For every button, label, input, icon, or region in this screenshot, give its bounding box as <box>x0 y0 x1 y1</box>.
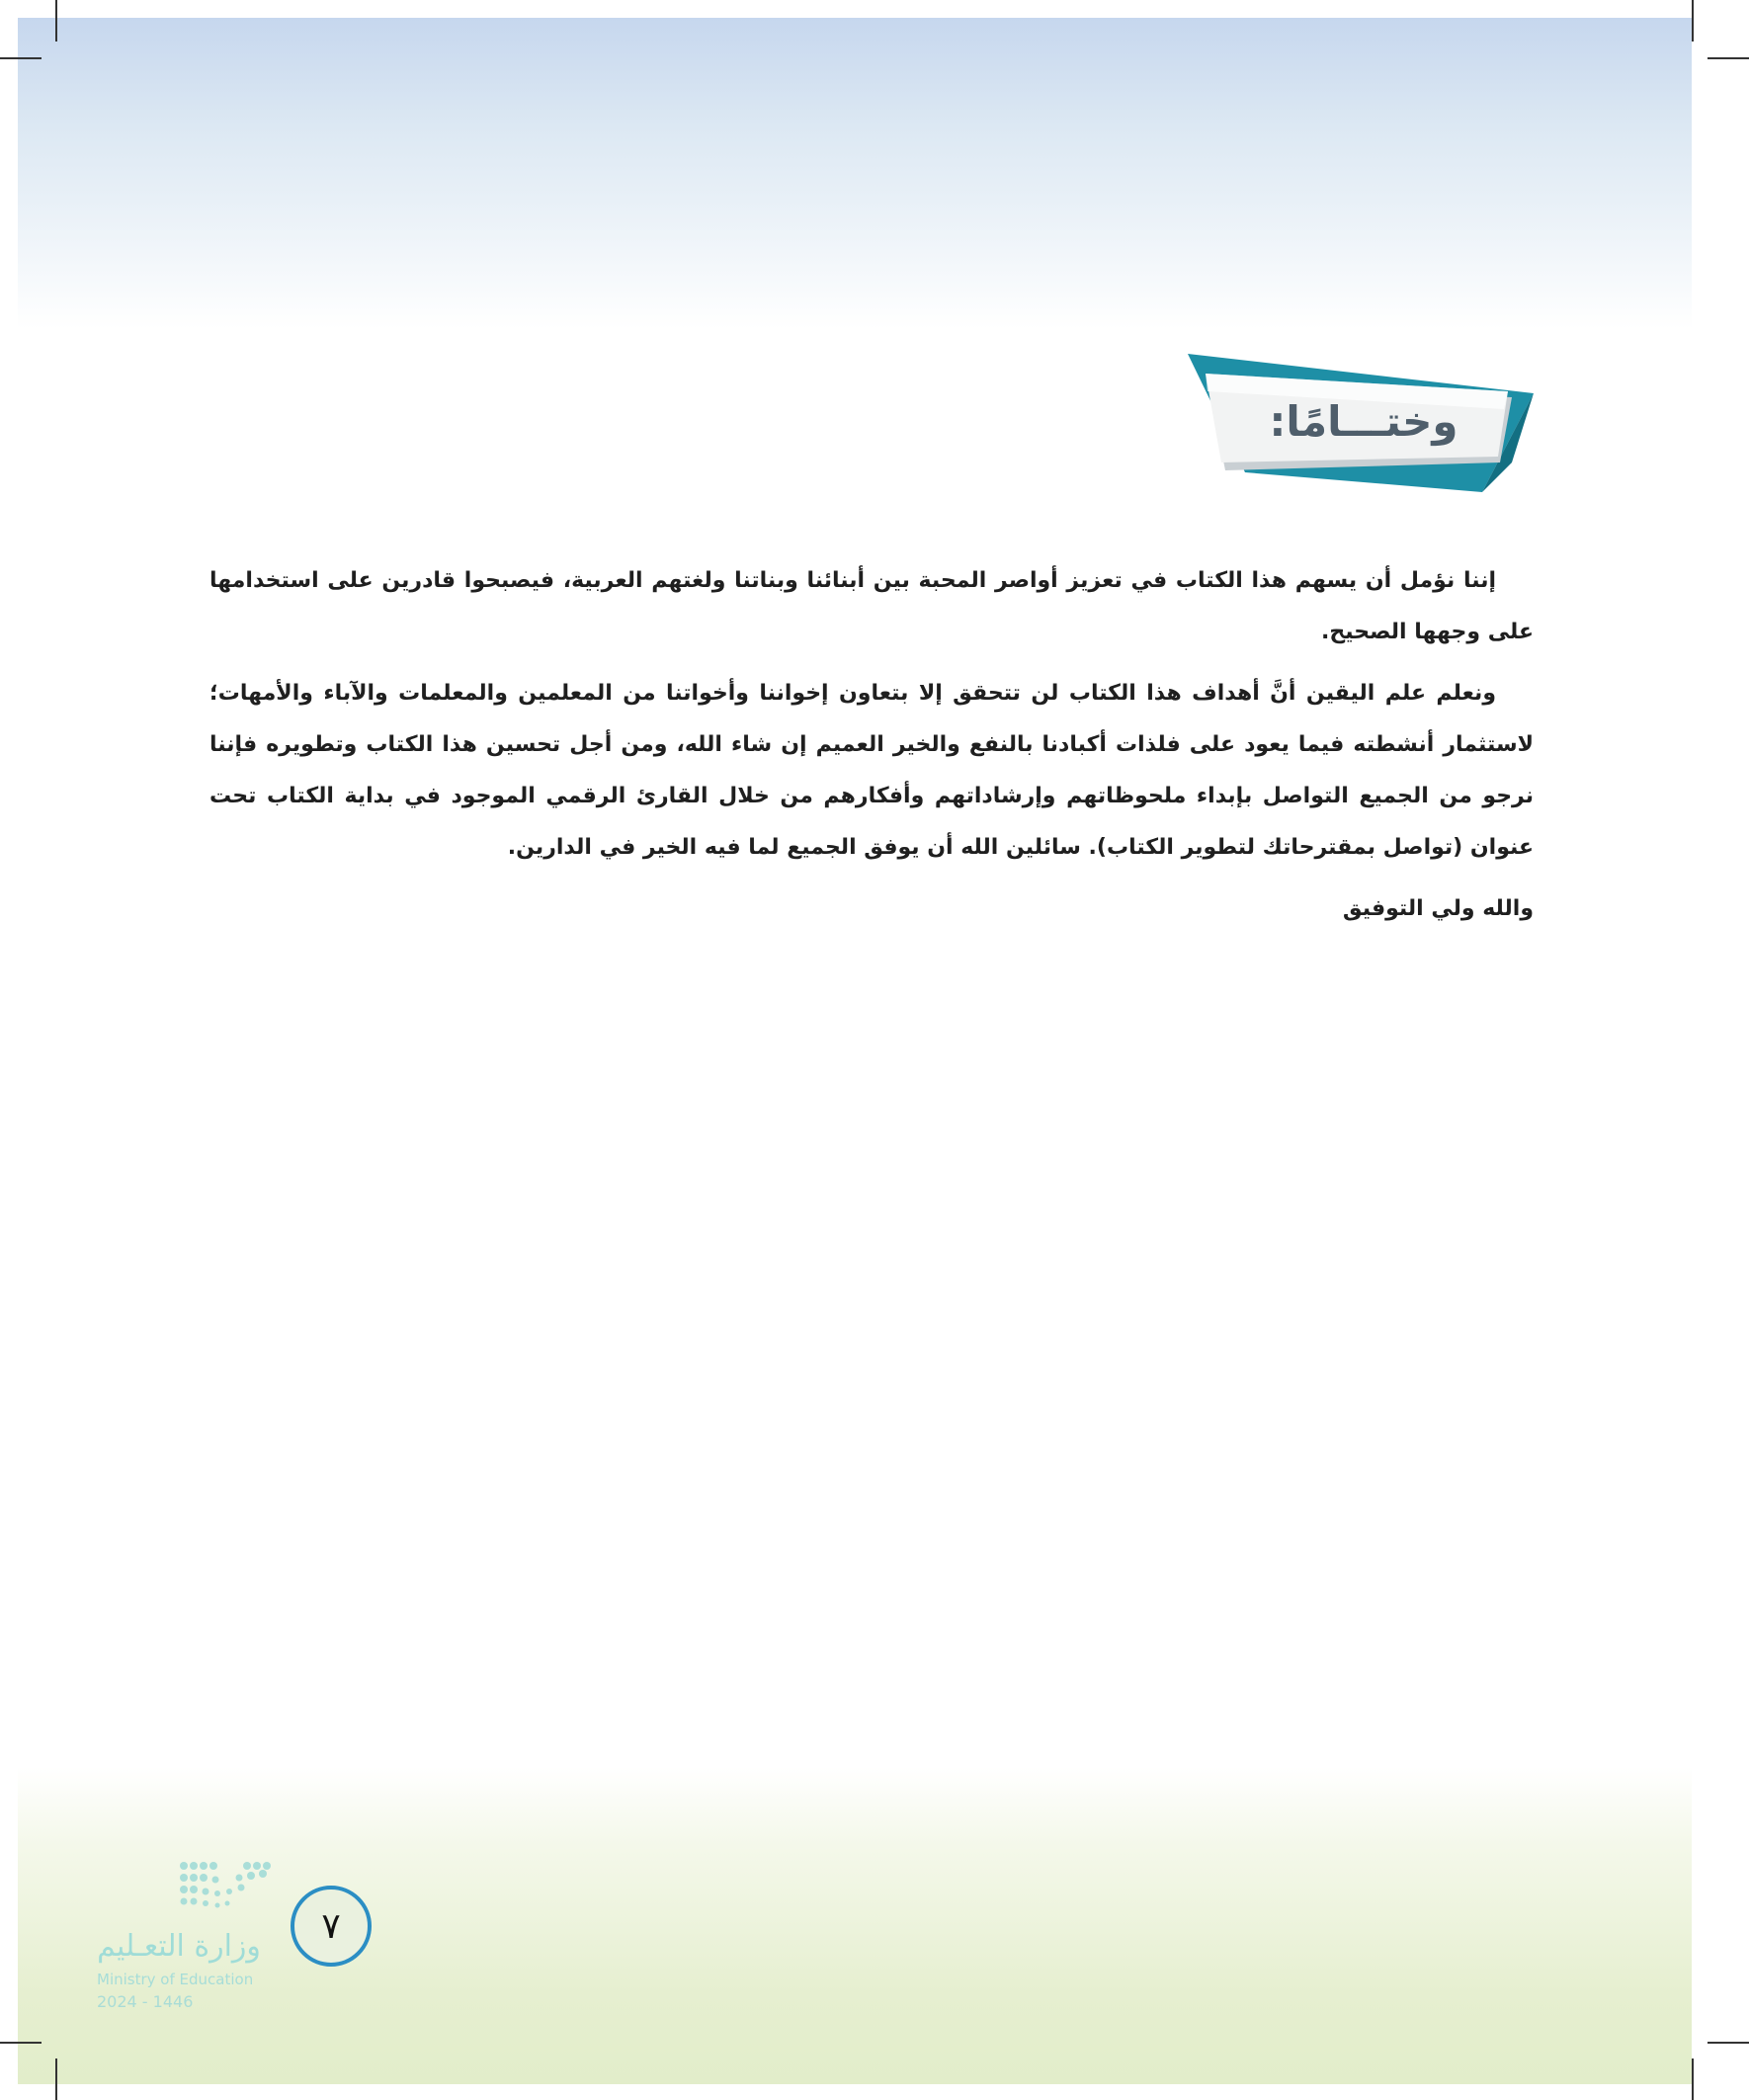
paragraph-1: إننا نؤمل أن يسهم هذا الكتاب في تعزيز أواصر المحبة بين أبنائنا وبناتنا ولغتهم العربية، فيصبحوا قادرين على استخدامها على وجهها الصحيح. <box>209 568 1534 644</box>
paragraph-2: ونعلم علم اليقين أنَّ أهداف هذا الكتاب لن تتحقق إلا بتعاون إخواننا وأخواتنا من المعلمين والمعلمات والآباء والأمهات؛ لاستثمار أنشطته فيما يعود على فلذات أكبادنا بالنفع والخير العميم إن شاء الله، ومن أجل تحسين هذا الكتاب وتطويره فإننا نرجو من الجميع التواصل بإبداء ملحوظاتهم وإرشاداتهم وأفكارهم من خلال القارئ الرقمي الموجود في بداية الكتاب تحت عنوان (تواصل بمقترحاتك لتطوير الكتاب). سائلين الله أن يوفق الجميع لما فيه الخير في الدارين. <box>209 681 1534 860</box>
crop-mark <box>1692 2058 1694 2100</box>
crop-mark <box>55 0 57 42</box>
heading-title: وختـــامًا: <box>1269 397 1458 446</box>
ministry-year: 2024 - 1446 <box>97 1992 194 2011</box>
closing-line: والله ولي التوفيق <box>1342 896 1534 921</box>
page-background <box>18 18 1692 2084</box>
ministry-dots-icon <box>178 1856 277 1925</box>
section-heading <box>1186 354 1541 502</box>
crop-mark <box>1707 2042 1749 2044</box>
ministry-logo <box>91 1856 279 2014</box>
crop-mark <box>0 2042 42 2044</box>
ministry-name-english: Ministry of Education <box>97 1971 254 1988</box>
page-number: ٧ <box>291 1886 372 1967</box>
crop-mark <box>0 57 42 59</box>
crop-mark <box>55 2058 57 2100</box>
body-text <box>209 555 1534 945</box>
crop-mark <box>1692 0 1694 42</box>
ministry-name-arabic: وزارة التعـليم <box>97 1929 261 1964</box>
crop-mark <box>1707 57 1749 59</box>
